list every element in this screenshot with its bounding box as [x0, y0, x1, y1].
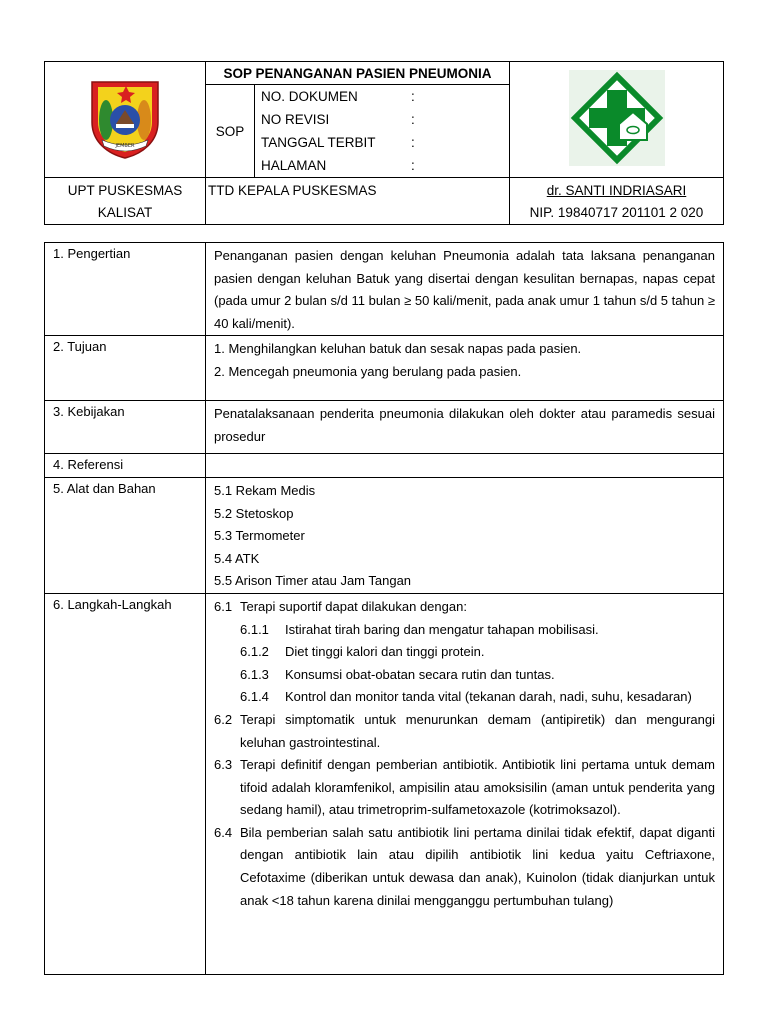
step-6-1-4: 6.1.4 Kontrol dan monitor tanda vital (tekanan darah, nadi, suhu, kesadaran) [240, 689, 692, 705]
step-6-4: 6.4 Bila pemberian salah satu antibiotik lini pertama dinilai tidak efektif, dapat diganti dengan antibiotik lain atau dipilih antibiotik lini kedua yaitu Ceftriaxone, Cefotaxime (diberikan untuk dewasa dan anak), Kuinolon (tidak dianjurkan untuk anak <18 tahun karena dinilai mengganggu pertumbuhan tulang) [214, 824, 715, 908]
svg-text:JEMBER: JEMBER [115, 143, 135, 149]
label-referensi: 4. Referensi [45, 454, 206, 478]
label-kebijakan: 3. Kebijakan [45, 401, 206, 454]
content-tujuan [206, 336, 724, 401]
sop-label: SOP [206, 85, 255, 178]
step-6-1-3: 6.1.3 Konsumsi obat-obatan secara rutin dan tuntas. [240, 666, 555, 682]
content-kebijakan: Penatalaksanaan penderita pneumonia dilakukan oleh dokter atau paramedis sesuai prosedur [206, 401, 724, 454]
puskesmas-logo-icon [569, 70, 665, 166]
meta-tanggal-terbit: TANGGAL TERBIT : [261, 135, 415, 150]
meta-no-revisi: NO REVISI : [261, 112, 415, 127]
jember-regency-logo-icon [86, 76, 164, 160]
head-name: dr. SANTI INDRIASARI [546, 183, 687, 198]
meta-halaman: HALAMAN : [261, 158, 415, 173]
label-alat-bahan: 5. Alat dan Bahan [45, 477, 206, 593]
alat-item: 5.5 Arison Timer atau Jam Tangan [214, 573, 412, 589]
tujuan-item: 1. Menghilangkan keluhan batuk dan sesak napas pada pasien. [214, 341, 582, 357]
document-meta [255, 85, 510, 178]
unit-name-cell [45, 178, 206, 225]
step-6-1-2: 6.1.2 Diet tinggi kalori dan tinggi protein. [240, 644, 485, 660]
unit-line-1: UPT PUSKESMAS [67, 183, 183, 198]
row-pengertian [45, 243, 724, 336]
header-table [44, 61, 724, 225]
content-alat-bahan [206, 477, 724, 593]
label-pengertian: 1. Pengertian [45, 243, 206, 336]
ttd-label: TTD KEPALA PUSKESMAS [208, 183, 377, 198]
alat-item: 5.4 ATK [214, 550, 260, 566]
content-pengertian: Penanganan pasien dengan keluhan Pneumonia adalah tata laksana penanganan pasien dengan keluhan Batuk yang disertai dengan kesulitan bernapas, napas cepat (pada umur 2 bulan s/d 11 bulan ≥ 50 kali/menit, pada anak umur 1 tahun s/d 5 tahun ≥ 40 kali/menit). [206, 243, 724, 336]
unit-line-2: KALISAT [97, 205, 153, 220]
regency-logo-cell [45, 62, 206, 178]
row-tujuan [45, 336, 724, 401]
row-kebijakan [45, 401, 724, 454]
tujuan-item: 2. Mencegah pneumonia yang berulang pada pasien. [214, 363, 522, 379]
step-6-2: 6.2 Terapi simptomatik untuk menurunkan demam (antipiretik) dan mengurangi keluhan gastrointestinal. [214, 711, 715, 750]
alat-item: 5.3 Termometer [214, 528, 305, 544]
alat-item: 5.1 Rekam Medis [214, 482, 316, 498]
row-referensi [45, 454, 724, 478]
row-langkah [45, 593, 724, 974]
puskesmas-logo-cell [510, 62, 724, 178]
alat-item: 5.2 Stetoskop [214, 505, 294, 521]
head-signature-cell [510, 178, 724, 225]
step-6-1: 6.1 Terapi suportif dapat dilakukan dengan: [214, 598, 467, 614]
step-6-3: 6.3 Terapi definitif dengan pemberian antibiotik. Antibiotik lini pertama untuk demam tifoid adalah kloramfenikol, ampisilin atau amoksisilin (aman untuk penderita yang sedang hamil), atau trimetroprim-sulfametoxazole (kotrimoksazol). [214, 757, 715, 818]
label-tujuan: 2. Tujuan [45, 336, 206, 401]
content-referensi [206, 454, 724, 478]
step-6-1-1: 6.1.1 Istirahat tirah baring dan mengatur tahapan mobilisasi. [240, 621, 599, 637]
ttd-cell [206, 178, 510, 225]
document-title: SOP PENANGANAN PASIEN PNEUMONIA [206, 62, 510, 85]
content-langkah [206, 593, 724, 974]
head-nip: NIP. 19840717 201101 2 020 [529, 205, 704, 220]
row-alat-bahan [45, 477, 724, 593]
meta-no-dokumen: NO. DOKUMEN : [261, 89, 415, 104]
label-langkah: 6. Langkah-Langkah [45, 593, 206, 974]
sop-content-table [44, 242, 724, 975]
